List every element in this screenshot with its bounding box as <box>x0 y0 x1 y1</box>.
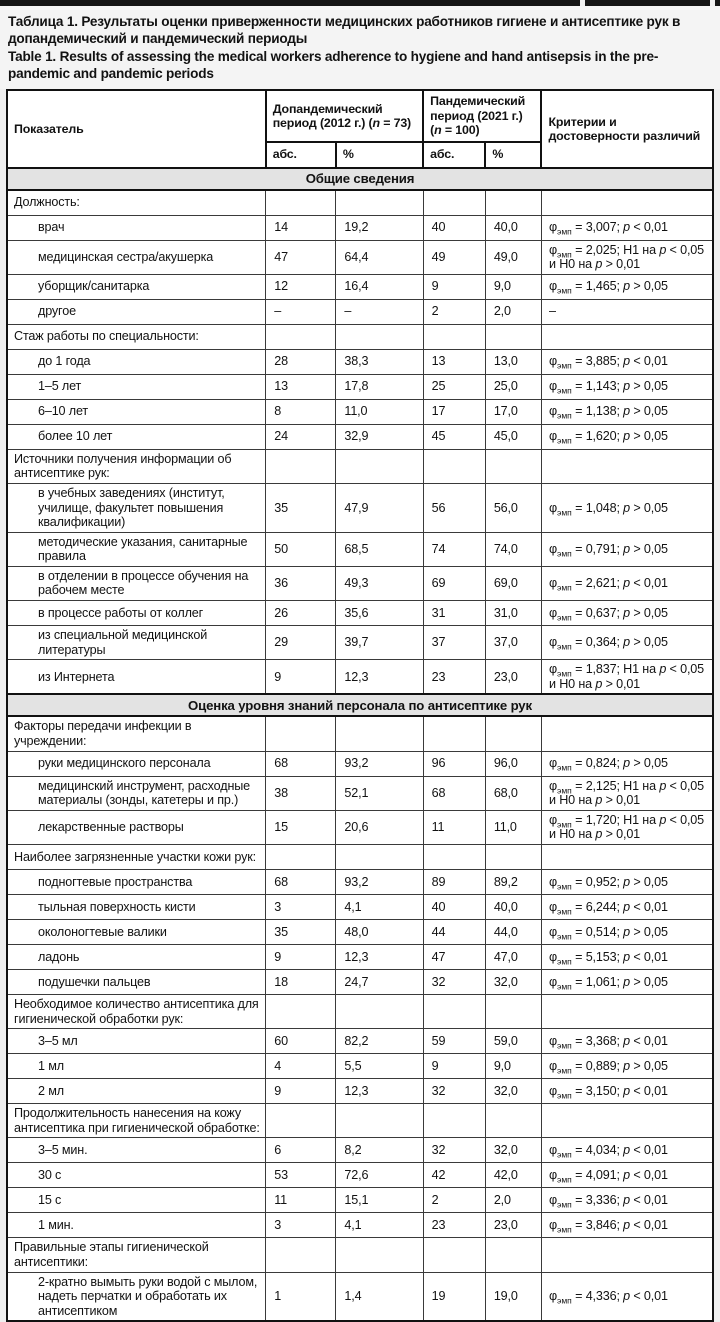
cell-criteria: $\varphi_{эмп} = 1,138$; p > 0,05 <box>541 399 713 424</box>
cell-pct-prepandemic: 19,2 <box>336 215 423 240</box>
cell-abs-prepandemic <box>266 1104 336 1138</box>
cell-pct-pandemic: 42,0 <box>485 1163 541 1188</box>
group-row <box>7 716 713 751</box>
cell-pct-pandemic: 23,0 <box>485 660 541 695</box>
header-abs-1: абс. <box>266 142 336 168</box>
table-row <box>7 424 713 449</box>
cell-criteria <box>541 324 713 349</box>
cell-indicator: методические указания, санитарные правила <box>7 532 266 566</box>
cell-criteria: $\varphi_{эмп} = 3,150$; p < 0,01 <box>541 1079 713 1104</box>
table-row <box>7 920 713 945</box>
cell-indicator: околоногтевые валики <box>7 920 266 945</box>
cell-abs-pandemic: 37 <box>423 626 485 660</box>
header-pandemic-period: Пандемический период (2021 г.) (n = 100) <box>423 90 541 141</box>
cell-pct-prepandemic <box>336 716 423 751</box>
cell-abs-pandemic: 69 <box>423 566 485 600</box>
cell-abs-prepandemic: 4 <box>266 1054 336 1079</box>
table-row <box>7 945 713 970</box>
table-row <box>7 399 713 424</box>
cell-abs-pandemic: 31 <box>423 601 485 626</box>
cell-abs-prepandemic: 35 <box>266 920 336 945</box>
cell-criteria <box>541 716 713 751</box>
cell-indicator: Необходимое количество антисептика для гигиенической обработки рук: <box>7 995 266 1029</box>
cell-indicator: врач <box>7 215 266 240</box>
cell-pct-pandemic: 56,0 <box>485 483 541 532</box>
cell-abs-pandemic: 19 <box>423 1272 485 1321</box>
cell-pct-prepandemic: 12,3 <box>336 945 423 970</box>
cell-abs-prepandemic <box>266 324 336 349</box>
cell-abs-pandemic: 11 <box>423 810 485 844</box>
cell-criteria: $\varphi_{эмп} = 1,061$; p > 0,05 <box>541 970 713 995</box>
cell-pct-prepandemic: 17,8 <box>336 374 423 399</box>
cell-abs-pandemic: 13 <box>423 349 485 374</box>
cell-criteria: $\varphi_{эмп} = 5,153$; p < 0,01 <box>541 945 713 970</box>
cell-indicator: Продолжительность нанесения на кожу антисептика при гигиенической обработке: <box>7 1104 266 1138</box>
table-body <box>7 168 713 1322</box>
cell-abs-prepandemic <box>266 845 336 870</box>
group-row <box>7 449 713 483</box>
top-rule-notch <box>580 0 585 6</box>
table-row <box>7 240 713 274</box>
cell-indicator: подушечки пальцев <box>7 970 266 995</box>
cell-abs-prepandemic: 26 <box>266 601 336 626</box>
cell-pct-prepandemic: 16,4 <box>336 274 423 299</box>
cell-indicator: руки медицинского персонала <box>7 751 266 776</box>
section-row <box>7 694 713 716</box>
cell-pct-pandemic <box>485 449 541 483</box>
header-criteria: Критерии и достоверности различий <box>541 90 713 167</box>
cell-abs-prepandemic: 9 <box>266 945 336 970</box>
cell-abs-pandemic: 59 <box>423 1029 485 1054</box>
cell-indicator: 3–5 мл <box>7 1029 266 1054</box>
cell-pct-pandemic <box>485 716 541 751</box>
cell-abs-prepandemic <box>266 995 336 1029</box>
cell-criteria: $\varphi_{эмп} = 2,125$; Н1 на p < 0,05 и Н0 на p > 0,01 <box>541 776 713 810</box>
cell-abs-pandemic: 89 <box>423 870 485 895</box>
cell-pct-prepandemic <box>336 449 423 483</box>
cell-abs-pandemic: 74 <box>423 532 485 566</box>
table-row <box>7 374 713 399</box>
cell-abs-prepandemic: 38 <box>266 776 336 810</box>
cell-abs-prepandemic: 12 <box>266 274 336 299</box>
cell-criteria: $\varphi_{эмп} = 0,952$; p > 0,05 <box>541 870 713 895</box>
group-row <box>7 190 713 216</box>
cell-abs-pandemic: 56 <box>423 483 485 532</box>
cell-pct-pandemic <box>485 324 541 349</box>
table-row <box>7 1188 713 1213</box>
cell-pct-prepandemic: 11,0 <box>336 399 423 424</box>
cell-pct-pandemic: 89,2 <box>485 870 541 895</box>
cell-indicator: 2-кратно вымыть руки водой с мылом, надеть перчатки и обработать их антисептиком <box>7 1272 266 1321</box>
table-row <box>7 1054 713 1079</box>
cell-indicator: 1–5 лет <box>7 374 266 399</box>
cell-pct-pandemic: 32,0 <box>485 1138 541 1163</box>
header-prepandemic-period: Допандемический период (2012 г.) (n = 73) <box>266 90 423 141</box>
table-row <box>7 274 713 299</box>
cell-abs-prepandemic: 3 <box>266 1213 336 1238</box>
table-row <box>7 1138 713 1163</box>
cell-abs-prepandemic <box>266 1238 336 1272</box>
section-title: Оценка уровня знаний персонала по антисептике рук <box>7 694 713 716</box>
cell-pct-pandemic: 74,0 <box>485 532 541 566</box>
cell-abs-pandemic <box>423 1238 485 1272</box>
cell-abs-pandemic: 2 <box>423 299 485 324</box>
cell-pct-pandemic: 9,0 <box>485 274 541 299</box>
cell-criteria <box>541 1238 713 1272</box>
cell-indicator: Стаж работы по специальности: <box>7 324 266 349</box>
cell-criteria: $\varphi_{эмп} = 1,048$; p > 0,05 <box>541 483 713 532</box>
group-row <box>7 1104 713 1138</box>
cell-pct-prepandemic: 49,3 <box>336 566 423 600</box>
cell-indicator: Источники получения информации об антисептике рук: <box>7 449 266 483</box>
cell-abs-prepandemic: 13 <box>266 374 336 399</box>
cell-indicator: 30 с <box>7 1163 266 1188</box>
table-title-english: Table 1. Results of assessing the medical workers adherence to hygiene and hand antisepsis in the pre-pandemic and pandemic periods <box>8 48 659 81</box>
cell-abs-pandemic <box>423 449 485 483</box>
cell-abs-prepandemic <box>266 190 336 216</box>
cell-abs-prepandemic: 35 <box>266 483 336 532</box>
cell-pct-pandemic: 9,0 <box>485 1054 541 1079</box>
cell-indicator: 2 мл <box>7 1079 266 1104</box>
cell-indicator: 3–5 мин. <box>7 1138 266 1163</box>
cell-criteria: $\varphi_{эмп} = 0,364$; p > 0,05 <box>541 626 713 660</box>
cell-pct-prepandemic: 82,2 <box>336 1029 423 1054</box>
cell-abs-pandemic: 32 <box>423 1138 485 1163</box>
cell-pct-prepandemic: 4,1 <box>336 1213 423 1238</box>
cell-indicator: 1 мин. <box>7 1213 266 1238</box>
cell-pct-pandemic <box>485 845 541 870</box>
cell-abs-pandemic: 49 <box>423 240 485 274</box>
cell-abs-pandemic: 44 <box>423 920 485 945</box>
cell-pct-prepandemic: 52,1 <box>336 776 423 810</box>
cell-pct-pandemic: 69,0 <box>485 566 541 600</box>
cell-abs-pandemic <box>423 995 485 1029</box>
cell-pct-prepandemic: 4,1 <box>336 895 423 920</box>
cell-abs-pandemic: 2 <box>423 1188 485 1213</box>
table-row <box>7 626 713 660</box>
cell-pct-prepandemic: 39,7 <box>336 626 423 660</box>
cell-pct-prepandemic: – <box>336 299 423 324</box>
cell-pct-prepandemic: 38,3 <box>336 349 423 374</box>
cell-pct-pandemic: 49,0 <box>485 240 541 274</box>
cell-criteria <box>541 995 713 1029</box>
results-table <box>6 89 714 1322</box>
cell-criteria: $\varphi_{эмп} = 1,143$; p > 0,05 <box>541 374 713 399</box>
header-pct-2: % <box>485 142 541 168</box>
cell-criteria: $\varphi_{эмп} = 0,637$; p > 0,05 <box>541 601 713 626</box>
table-row <box>7 1272 713 1321</box>
cell-abs-pandemic: 96 <box>423 751 485 776</box>
cell-criteria: $\varphi_{эмп} = 3,336$; p < 0,01 <box>541 1188 713 1213</box>
cell-criteria: $\varphi_{эмп} = 1,720$; Н1 на p < 0,05 и Н0 на p > 0,01 <box>541 810 713 844</box>
table-row <box>7 660 713 695</box>
cell-abs-prepandemic: 15 <box>266 810 336 844</box>
cell-indicator: в учебных заведениях (институт, училище, факультет повышения квалификации) <box>7 483 266 532</box>
cell-pct-pandemic: 17,0 <box>485 399 541 424</box>
cell-abs-pandemic: 42 <box>423 1163 485 1188</box>
table-row <box>7 751 713 776</box>
cell-pct-prepandemic: 15,1 <box>336 1188 423 1213</box>
table-title-russian: Таблица 1. Результаты оценки приверженности медицинских работников гигиене и антисептике рук в допандемический и пандемический периоды <box>8 14 681 46</box>
cell-criteria <box>541 449 713 483</box>
cell-pct-pandemic: 2,0 <box>485 299 541 324</box>
cell-abs-pandemic: 47 <box>423 945 485 970</box>
cell-criteria: $\varphi_{эмп} = 2,025$; Н1 на p < 0,05 и Н0 на p > 0,01 <box>541 240 713 274</box>
cell-criteria <box>541 1104 713 1138</box>
table-row <box>7 895 713 920</box>
cell-abs-prepandemic: – <box>266 299 336 324</box>
table-row <box>7 1213 713 1238</box>
table-row <box>7 532 713 566</box>
cell-criteria: $\varphi_{эмп} = 3,885$; p < 0,01 <box>541 349 713 374</box>
top-rule-notch <box>710 0 715 6</box>
cell-indicator: более 10 лет <box>7 424 266 449</box>
table-row <box>7 299 713 324</box>
cell-abs-pandemic: 17 <box>423 399 485 424</box>
cell-abs-pandemic <box>423 1104 485 1138</box>
cell-pct-prepandemic: 93,2 <box>336 870 423 895</box>
cell-pct-pandemic: 23,0 <box>485 1213 541 1238</box>
table-row <box>7 349 713 374</box>
cell-abs-prepandemic: 8 <box>266 399 336 424</box>
cell-abs-pandemic: 23 <box>423 1213 485 1238</box>
cell-abs-prepandemic: 68 <box>266 751 336 776</box>
cell-indicator: ладонь <box>7 945 266 970</box>
cell-pct-pandemic: 68,0 <box>485 776 541 810</box>
cell-abs-pandemic <box>423 845 485 870</box>
cell-abs-prepandemic: 68 <box>266 870 336 895</box>
cell-abs-prepandemic <box>266 449 336 483</box>
cell-indicator: уборщик/санитарка <box>7 274 266 299</box>
section-row <box>7 168 713 190</box>
cell-pct-prepandemic: 5,5 <box>336 1054 423 1079</box>
cell-abs-pandemic: 32 <box>423 1079 485 1104</box>
cell-pct-pandemic: 40,0 <box>485 215 541 240</box>
group-row <box>7 324 713 349</box>
cell-pct-pandemic: 2,0 <box>485 1188 541 1213</box>
cell-abs-prepandemic: 9 <box>266 660 336 695</box>
cell-criteria: – <box>541 299 713 324</box>
cell-indicator: подногтевые пространства <box>7 870 266 895</box>
cell-pct-prepandemic: 72,6 <box>336 1163 423 1188</box>
table-row <box>7 810 713 844</box>
header-indicator: Показатель <box>7 90 266 167</box>
cell-pct-pandemic: 37,0 <box>485 626 541 660</box>
cell-pct-prepandemic <box>336 1238 423 1272</box>
cell-criteria: $\varphi_{эмп} = 0,514$; p > 0,05 <box>541 920 713 945</box>
cell-pct-prepandemic: 93,2 <box>336 751 423 776</box>
cell-criteria: $\varphi_{эмп} = 0,889$; p > 0,05 <box>541 1054 713 1079</box>
header-abs-2: абс. <box>423 142 485 168</box>
cell-pct-pandemic: 59,0 <box>485 1029 541 1054</box>
cell-indicator: из специальной медицинской литературы <box>7 626 266 660</box>
cell-abs-prepandemic: 53 <box>266 1163 336 1188</box>
cell-pct-pandemic <box>485 1238 541 1272</box>
cell-abs-prepandemic: 9 <box>266 1079 336 1104</box>
cell-pct-pandemic: 31,0 <box>485 601 541 626</box>
cell-pct-pandemic: 13,0 <box>485 349 541 374</box>
cell-abs-prepandemic: 28 <box>266 349 336 374</box>
cell-abs-pandemic <box>423 716 485 751</box>
cell-abs-prepandemic: 3 <box>266 895 336 920</box>
group-row <box>7 995 713 1029</box>
table-row <box>7 566 713 600</box>
cell-pct-prepandemic: 1,4 <box>336 1272 423 1321</box>
table-row <box>7 601 713 626</box>
table-row <box>7 1079 713 1104</box>
table-row <box>7 1163 713 1188</box>
cell-indicator: в отделении в процессе обучения на рабочем месте <box>7 566 266 600</box>
cell-criteria: $\varphi_{эмп} = 3,368$; p < 0,01 <box>541 1029 713 1054</box>
group-row <box>7 1238 713 1272</box>
cell-indicator: Факторы передачи инфекции в учреждении: <box>7 716 266 751</box>
cell-criteria: $\varphi_{эмп} = 4,091$; p < 0,01 <box>541 1163 713 1188</box>
cell-pct-pandemic <box>485 1104 541 1138</box>
table-row <box>7 970 713 995</box>
cell-pct-pandemic: 44,0 <box>485 920 541 945</box>
cell-pct-prepandemic: 32,9 <box>336 424 423 449</box>
table-row <box>7 1029 713 1054</box>
cell-pct-prepandemic: 47,9 <box>336 483 423 532</box>
cell-abs-prepandemic: 6 <box>266 1138 336 1163</box>
cell-abs-pandemic: 68 <box>423 776 485 810</box>
cell-abs-pandemic: 9 <box>423 1054 485 1079</box>
cell-pct-pandemic: 47,0 <box>485 945 541 970</box>
cell-abs-prepandemic: 29 <box>266 626 336 660</box>
cell-criteria: $\varphi_{эмп} = 1,620$; p > 0,05 <box>541 424 713 449</box>
cell-abs-prepandemic: 47 <box>266 240 336 274</box>
cell-pct-pandemic <box>485 995 541 1029</box>
cell-pct-pandemic: 11,0 <box>485 810 541 844</box>
table-row <box>7 870 713 895</box>
cell-pct-pandemic: 32,0 <box>485 1079 541 1104</box>
cell-abs-prepandemic: 1 <box>266 1272 336 1321</box>
cell-pct-pandemic: 45,0 <box>485 424 541 449</box>
group-row <box>7 845 713 870</box>
cell-pct-prepandemic <box>336 1104 423 1138</box>
cell-pct-pandemic: 96,0 <box>485 751 541 776</box>
cell-abs-pandemic: 32 <box>423 970 485 995</box>
cell-indicator: медицинская сестра/акушерка <box>7 240 266 274</box>
cell-criteria <box>541 190 713 216</box>
cell-pct-prepandemic: 64,4 <box>336 240 423 274</box>
table-row <box>7 776 713 810</box>
cell-pct-prepandemic: 20,6 <box>336 810 423 844</box>
cell-indicator: в процессе работы от коллег <box>7 601 266 626</box>
cell-abs-prepandemic <box>266 716 336 751</box>
cell-indicator: 6–10 лет <box>7 399 266 424</box>
table-row <box>7 483 713 532</box>
cell-indicator: Наиболее загрязненные участки кожи рук: <box>7 845 266 870</box>
cell-abs-prepandemic: 60 <box>266 1029 336 1054</box>
cell-indicator: из Интернета <box>7 660 266 695</box>
cell-criteria: $\varphi_{эмп} = 6,244$; p < 0,01 <box>541 895 713 920</box>
cell-pct-prepandemic <box>336 845 423 870</box>
cell-criteria: $\varphi_{эмп} = 4,034$; p < 0,01 <box>541 1138 713 1163</box>
cell-pct-pandemic: 25,0 <box>485 374 541 399</box>
cell-pct-prepandemic: 12,3 <box>336 1079 423 1104</box>
cell-pct-prepandemic: 48,0 <box>336 920 423 945</box>
cell-pct-prepandemic: 68,5 <box>336 532 423 566</box>
cell-indicator: тыльная поверхность кисти <box>7 895 266 920</box>
cell-pct-prepandemic: 8,2 <box>336 1138 423 1163</box>
cell-abs-pandemic: 40 <box>423 895 485 920</box>
cell-criteria: $\varphi_{эмп} = 1,837$; Н1 на p < 0,05 и Н0 на p > 0,01 <box>541 660 713 695</box>
cell-indicator: 1 мл <box>7 1054 266 1079</box>
cell-abs-prepandemic: 50 <box>266 532 336 566</box>
cell-abs-pandemic <box>423 324 485 349</box>
cell-criteria: $\varphi_{эмп} = 0,824$; p > 0,05 <box>541 751 713 776</box>
cell-abs-pandemic <box>423 190 485 216</box>
cell-criteria: $\varphi_{эмп} = 3,846$; p < 0,01 <box>541 1213 713 1238</box>
cell-criteria: $\varphi_{эмп} = 0,791$; p > 0,05 <box>541 532 713 566</box>
page-top-rule <box>0 0 720 6</box>
cell-pct-prepandemic: 24,7 <box>336 970 423 995</box>
cell-abs-pandemic: 45 <box>423 424 485 449</box>
cell-pct-prepandemic: 12,3 <box>336 660 423 695</box>
cell-abs-pandemic: 25 <box>423 374 485 399</box>
cell-criteria: $\varphi_{эмп} = 3,007$; p < 0,01 <box>541 215 713 240</box>
cell-indicator: лекарственные растворы <box>7 810 266 844</box>
cell-indicator: 15 с <box>7 1188 266 1213</box>
cell-indicator: до 1 года <box>7 349 266 374</box>
cell-indicator: Должность: <box>7 190 266 216</box>
cell-pct-prepandemic <box>336 190 423 216</box>
cell-abs-prepandemic: 24 <box>266 424 336 449</box>
cell-pct-pandemic: 40,0 <box>485 895 541 920</box>
cell-indicator: медицинский инструмент, расходные материалы (зонды, катетеры и пр.) <box>7 776 266 810</box>
cell-criteria: $\varphi_{эмп} = 1,465$; p > 0,05 <box>541 274 713 299</box>
cell-abs-prepandemic: 18 <box>266 970 336 995</box>
cell-indicator: Правильные этапы гигиенической антисептики: <box>7 1238 266 1272</box>
cell-criteria: $\varphi_{эмп} = 2,621$; p < 0,01 <box>541 566 713 600</box>
table-caption <box>0 6 720 89</box>
cell-abs-prepandemic: 14 <box>266 215 336 240</box>
cell-abs-prepandemic: 11 <box>266 1188 336 1213</box>
cell-pct-pandemic: 32,0 <box>485 970 541 995</box>
cell-pct-pandemic <box>485 190 541 216</box>
cell-pct-prepandemic: 35,6 <box>336 601 423 626</box>
cell-pct-pandemic: 19,0 <box>485 1272 541 1321</box>
cell-abs-pandemic: 40 <box>423 215 485 240</box>
section-title: Общие сведения <box>7 168 713 190</box>
cell-abs-pandemic: 9 <box>423 274 485 299</box>
table-header <box>7 90 713 167</box>
cell-pct-prepandemic <box>336 324 423 349</box>
cell-pct-prepandemic <box>336 995 423 1029</box>
cell-abs-prepandemic: 36 <box>266 566 336 600</box>
cell-criteria: $\varphi_{эмп} = 4,336$; p < 0,01 <box>541 1272 713 1321</box>
cell-criteria <box>541 845 713 870</box>
cell-abs-pandemic: 23 <box>423 660 485 695</box>
table-row <box>7 215 713 240</box>
header-pct-1: % <box>336 142 423 168</box>
cell-indicator: другое <box>7 299 266 324</box>
